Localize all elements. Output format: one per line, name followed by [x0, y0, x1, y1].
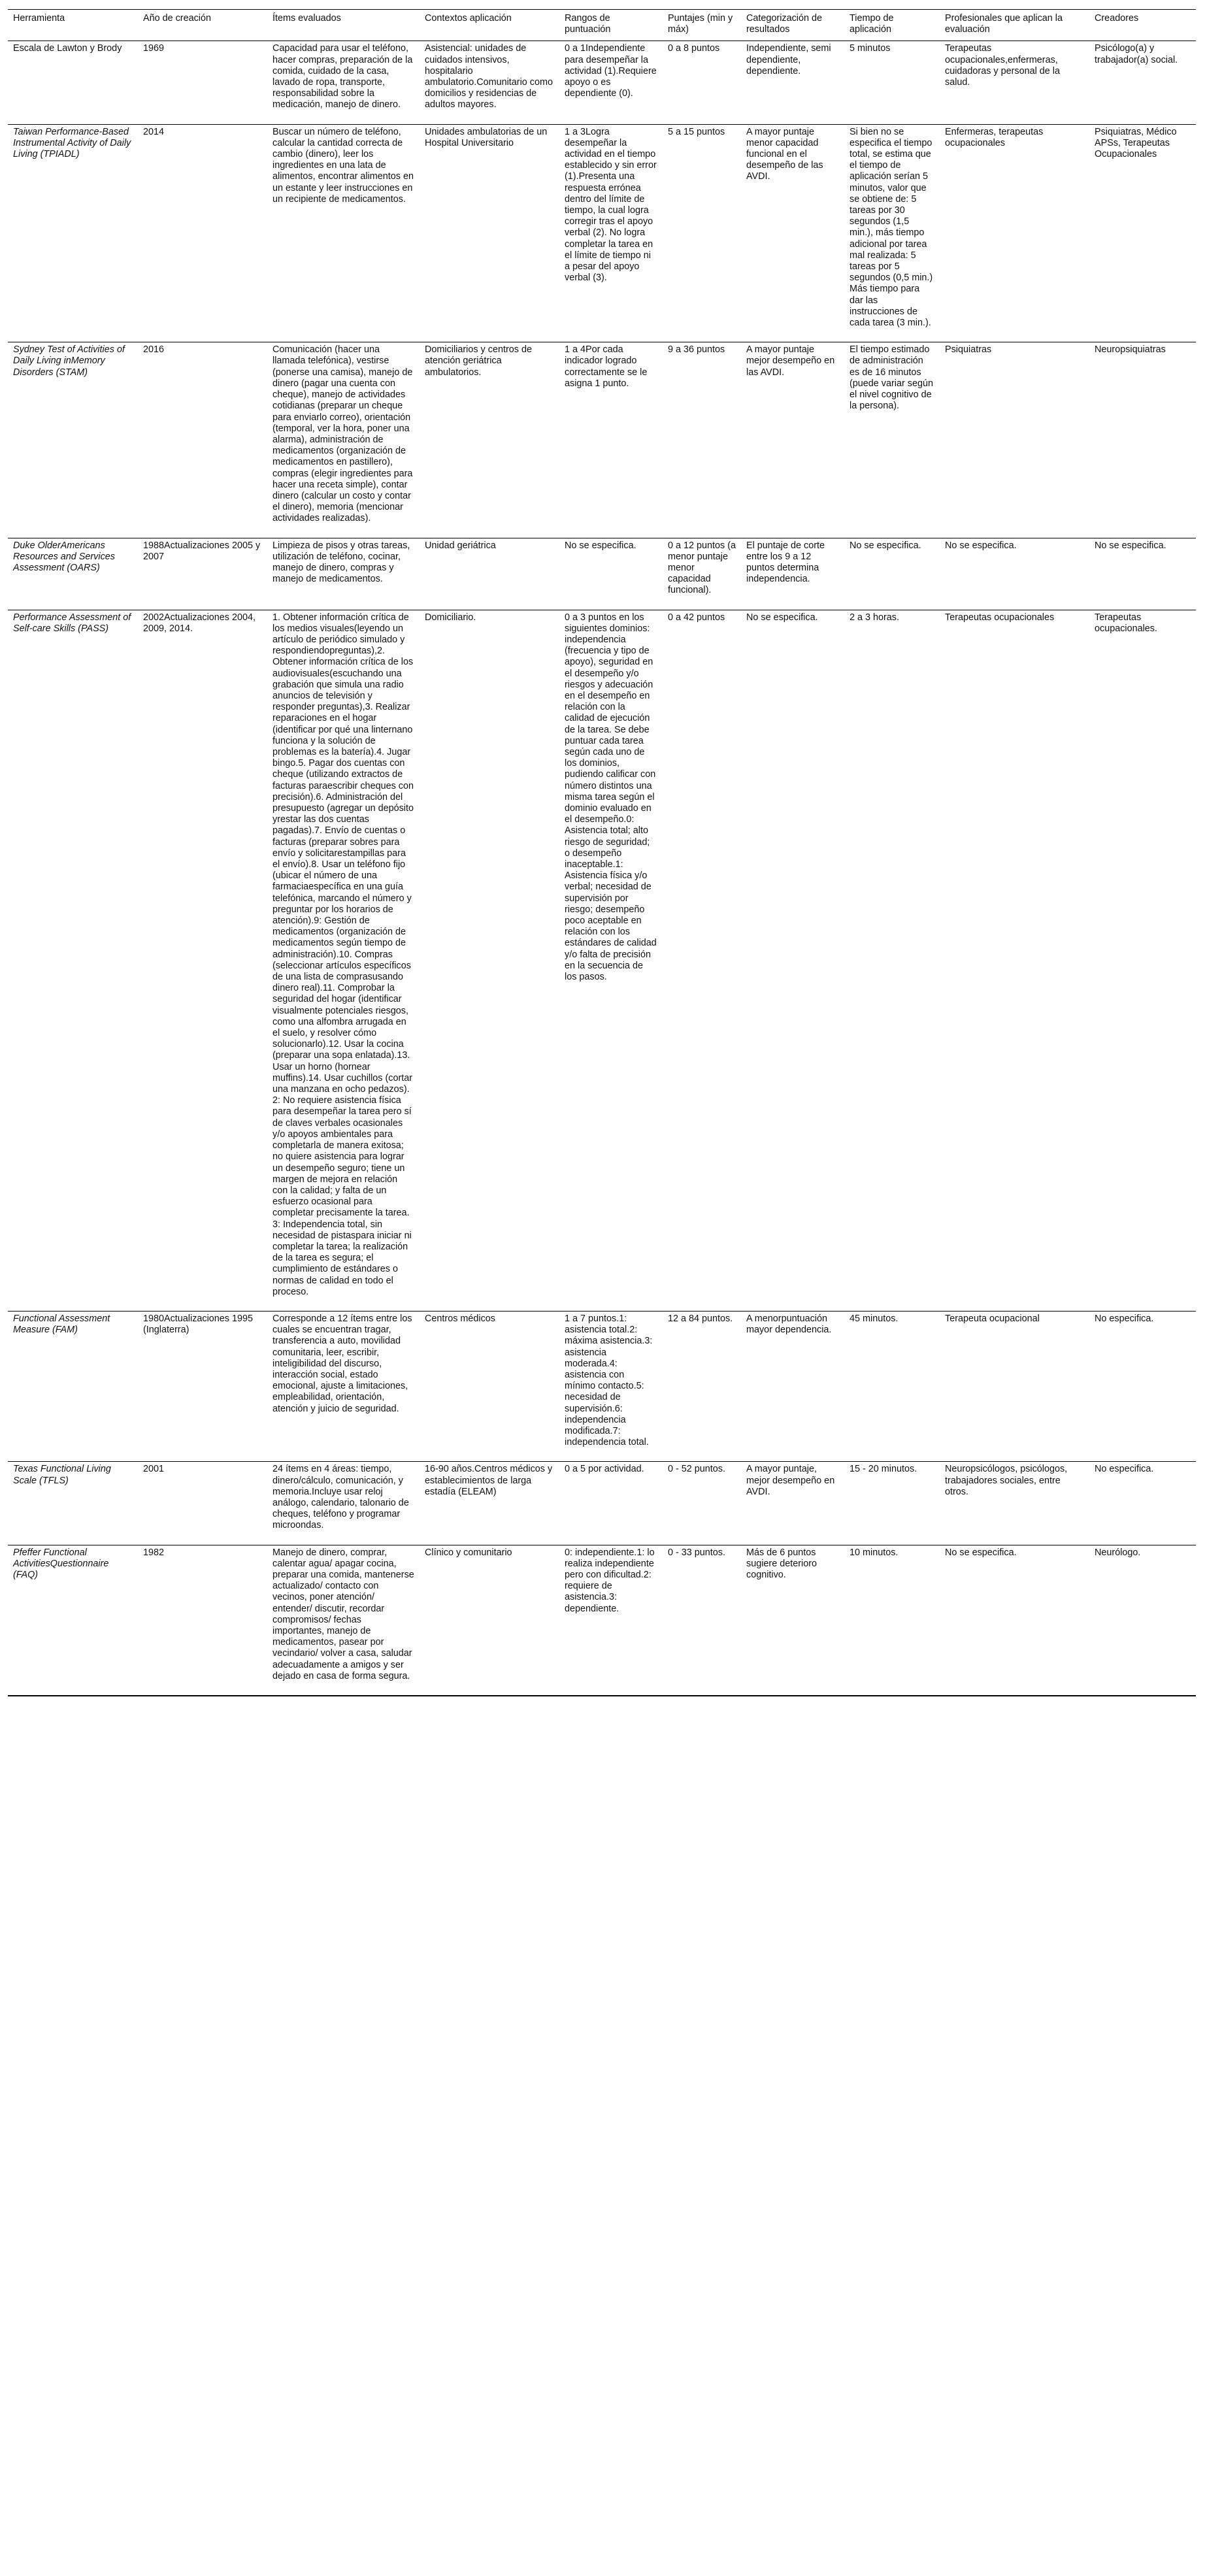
cell-categorizacion: Más de 6 puntos sugiere deterioro cognitivo. [741, 1545, 844, 1696]
col-header-categorizacion: Categorización de resultados [741, 10, 844, 41]
table-header [8, 10, 1196, 41]
cell-rangos: 0 a 3 puntos en los siguientes dominios: independencia (frecuencia y tipo de apoyo), seguridad en el desempeño y/o riesgos y adecuación en el desempeño en relación con la calidad de ejecución de la tarea. Se debe puntuar cada tarea según cada uno de los dominios, pudiendo calificar con número distintos una misma tarea según el dominio evaluado en el desempeño.0: Asistencia total; alto riesgo de seguridad; o desempeño inaceptable.1: Asistencia física y/o verbal; necesidad de supervisión por riesgo; desempeño poco aceptable en relación con los estándares de calidad y/o falta de precisión en la secuencia de los pasos. [559, 610, 663, 1311]
cell-herramienta: Duke OlderAmericans Resources and Services Assessment (OARS) [8, 538, 138, 610]
cell-items: Comunicación (hacer una llamada telefónica), vestirse (ponerse una camisa), manejo de dinero (pagar una cuenta con cheque), manejo de actividades cotidianas (preparar un cheque para enviarlo correo), orientación (temporal, ver la hora, poner una alarma), administración de medicamentos (organización de medicamentos en pastillero), compras (elegir ingredientes para hacer una receta simple), contar dinero (calcular un costo y contar el dinero), memoria (mencionar actividades realizadas). [267, 342, 420, 538]
cell-profesionales: Neuropsicólogos, psicólogos, trabajadores sociales, entre otros. [940, 1462, 1089, 1545]
cell-contextos: Unidad geriátrica [420, 538, 559, 610]
cell-tiempo: 10 minutos. [844, 1545, 940, 1696]
col-header-profesionales: Profesionales que aplican la evaluación [940, 10, 1089, 41]
cell-items: Manejo de dinero, comprar, calentar agua/ apagar cocina, preparar una comida, mantenerse actualizado/ contacto con vecinos, poner atención/ entender/ discutir, recordar compromisos/ fechas importantes, manejo de medicamentos, pasear por vecindario/ volver a casa, saludar adecuadamente a amigos y ser dejado en casa de forma segura. [267, 1545, 420, 1696]
cell-categorizacion: A menorpuntuación mayor dependencia. [741, 1311, 844, 1461]
table-row [8, 41, 1196, 124]
cell-tiempo: No se especifica. [844, 538, 940, 610]
header-row [8, 10, 1196, 41]
cell-herramienta: Functional Assessment Measure (FAM) [8, 1311, 138, 1461]
cell-creadores: Psiquiatras, Médico APSs, Terapeutas Ocupacionales [1089, 124, 1196, 342]
table-body [8, 41, 1196, 1696]
cell-contextos: Domiciliario. [420, 610, 559, 1311]
cell-tiempo: 15 - 20 minutos. [844, 1462, 940, 1545]
cell-creadores: Neurólogo. [1089, 1545, 1196, 1696]
table-row [8, 1545, 1196, 1696]
cell-contextos: Asistencial: unidades de cuidados intensivos, hospitalario ambulatorio.Comunitario como domicilios y residencias de adultos mayores. [420, 41, 559, 124]
cell-rangos: 1 a 3Logra desempeñar la actividad en el tiempo establecido y sin error (1).Presenta una respuesta errónea dentro del límite de tiempo, la cual logra corregir tras el apoyo verbal (2). No logra completar la tarea en el límite de tiempo ni a pesar del apoyo verbal (3). [559, 124, 663, 342]
items-part-b: 2: No requiere asistencia física para desempeñar la tarea pero sí de claves verbales ocasionales y/o apoyos ambientales para completarla de manera exitosa; no quiere asistencia para lograr un desempeño seguro; tiene un margen de mejora en relación con la calidad; y falta de un esfuerzo ocasional para completar precisamente la tarea. 3: Independencia total, sin necesidad de pistaspara iniciar ni completar la tarea; la realización de la tarea es segura; el cumplimiento de estándares o normas de calidad en todo el proceso. [272, 1095, 412, 1297]
cell-herramienta: Escala de Lawton y Brody [8, 41, 138, 124]
cell-herramienta: Performance Assessment of Self-care Skills (PASS) [8, 610, 138, 1311]
cell-contextos: 16-90 años.Centros médicos y establecimientos de larga estadía (ELEAM) [420, 1462, 559, 1545]
cell-puntajes: 0 a 42 puntos [663, 610, 741, 1311]
cell-rangos: No se especifica. [559, 538, 663, 610]
cell-anio: 1988Actualizaciones 2005 y 2007 [138, 538, 267, 610]
cell-items: 24 ítems en 4 áreas: tiempo, dinero/cálculo, comunicación, y memoria.Incluye usar reloj análogo, calendario, talonario de cheques, teléfono y programar microondas. [267, 1462, 420, 1545]
cell-herramienta: Taiwan Performance-Based Instrumental Activity of Daily Living (TPIADL) [8, 124, 138, 342]
cell-categorizacion: El puntaje de corte entre los 9 a 12 puntos determina independencia. [741, 538, 844, 610]
assessment-tools-table [8, 9, 1196, 1696]
cell-puntajes: 12 a 84 puntos. [663, 1311, 741, 1461]
cell-puntajes: 9 a 36 puntos [663, 342, 741, 538]
cell-creadores: No se especifica. [1089, 538, 1196, 610]
cell-anio: 1980Actualizaciones 1995 (Inglaterra) [138, 1311, 267, 1461]
cell-creadores: Terapeutas ocupacionales. [1089, 610, 1196, 1311]
cell-items: Buscar un número de teléfono, calcular la cantidad correcta de cambio (dinero), leer los ingredientes en una lata de alimentos, encontrar alimentos en un estante y leer instrucciones en un recipiente de medicamentos. [267, 124, 420, 342]
table-row [8, 342, 1196, 538]
cell-items [267, 610, 420, 1311]
cell-profesionales: Enfermeras, terapeutas ocupacionales [940, 124, 1089, 342]
cell-tiempo: 45 minutos. [844, 1311, 940, 1461]
cell-rangos: 0 a 1Independiente para desempeñar la actividad (1).Requiere apoyo o es dependiente (0). [559, 41, 663, 124]
table-row [8, 124, 1196, 342]
cell-puntajes: 0 a 12 puntos (a menor puntaje menor capacidad funcional). [663, 538, 741, 610]
table-container [8, 9, 1196, 1696]
cell-creadores: No especifica. [1089, 1462, 1196, 1545]
cell-puntajes: 0 - 33 puntos. [663, 1545, 741, 1696]
col-header-herramienta: Herramienta [8, 10, 138, 41]
col-header-contextos: Contextos aplicación [420, 10, 559, 41]
table-row [8, 1311, 1196, 1461]
col-header-tiempo: Tiempo de aplicación [844, 10, 940, 41]
cell-puntajes: 5 a 15 puntos [663, 124, 741, 342]
cell-anio: 1982 [138, 1545, 267, 1696]
col-header-rangos: Rangos de puntuación [559, 10, 663, 41]
cell-contextos: Centros médicos [420, 1311, 559, 1461]
col-header-puntajes: Puntajes (min y máx) [663, 10, 741, 41]
col-header-items: Ítems evaluados [267, 10, 420, 41]
cell-profesionales: Psiquiatras [940, 342, 1089, 538]
cell-tiempo: Si bien no se especifica el tiempo total, se estima que el tiempo de aplicación serían 5 minutos, valor que se obtiene de: 5 tareas por 30 segundos (1,5 min.), más tiempo adicional por tarea mal realizada: 5 tareas por 5 segundos (0,5 min.) Más tiempo para dar las instrucciones de cada tarea (3 min.). [844, 124, 940, 342]
cell-herramienta: Pfeffer Functional ActivitiesQuestionnaire (FAQ) [8, 1545, 138, 1696]
cell-tiempo: El tiempo estimado de administración es de 16 minutos (puede variar según el nivel cognitivo de la persona). [844, 342, 940, 538]
cell-profesionales: Terapeutas ocupacionales [940, 610, 1089, 1311]
col-header-anio: Año de creación [138, 10, 267, 41]
table-row [8, 1462, 1196, 1545]
cell-items: Limpieza de pisos y otras tareas, utilización de teléfono, cocinar, manejo de dinero, compras y manejo de medicamentos. [267, 538, 420, 610]
cell-profesionales: No se especifica. [940, 538, 1089, 610]
cell-puntajes: 0 - 52 puntos. [663, 1462, 741, 1545]
cell-contextos: Unidades ambulatorias de un Hospital Universitario [420, 124, 559, 342]
cell-categorizacion: No se especifica. [741, 610, 844, 1311]
cell-anio: 1969 [138, 41, 267, 124]
cell-profesionales: No se especifica. [940, 1545, 1089, 1696]
cell-anio: 2014 [138, 124, 267, 342]
cell-creadores: Psicólogo(a) y trabajador(a) social. [1089, 41, 1196, 124]
cell-contextos: Domiciliarios y centros de atención geriátrica ambulatorios. [420, 342, 559, 538]
cell-herramienta: Texas Functional Living Scale (TFLS) [8, 1462, 138, 1545]
col-header-creadores: Creadores [1089, 10, 1196, 41]
cell-contextos: Clínico y comunitario [420, 1545, 559, 1696]
cell-items: Corresponde a 12 ítems entre los cuales se encuentran tragar, transferencia a auto, movilidad comunitaria, leer, escribir, inteligibilidad del discurso, interacción social, estado emocional, ajuste a limitaciones, empleabilidad, orientación, atención y juicio de seguridad. [267, 1311, 420, 1461]
cell-rangos: 1 a 4Por cada indicador logrado correctamente se le asigna 1 punto. [559, 342, 663, 538]
table-row [8, 538, 1196, 610]
items-part-a: 1. Obtener información crítica de los medios visuales(leyendo un artículo de periódico simulado y respondiendopreguntas),2. Obtener información crítica de los audiovisuales(escuchando una grabación que simula una radio anuncios de televisión y responder preguntas),3. Realizar reparaciones en el hogar (identificar por qué una linternano funciona y la solución de problemas es la batería).4. Jugar bingo.5. Pagar dos cuentas con cheque (utilizando extractos de facturas paraescribir cheques con precisión).6. Administración del presupuesto (agregar un depósito yrestar las dos cuentas pagadas).7. Envío de cuentas o facturas (preparar sobres para envío y solicitarestampillas para el envío).8. Usar un teléfono fijo (ubicar el número de una farmaciaespecífica en una guía telefónica, marcando el número y preguntar por los horarios de atención).9: Gestión de medicamentos (organización de medicamentos según tiempo de administración).10. Compras (seleccionar artículos específicos de una lista de comprasusando dinero real).11. Comprobar la seguridad del hogar (identificar visualmente potenciales riesgos, como una alfombra arrugada en el suelo, y resolver cómo solucionarlo).12. Usar la cocina (preparar una sopa enlatada).13. Usar un horno (hornear muffins).14. Usar cuchillos (cortar una manzana en ocho pedazos). [272, 612, 414, 1095]
cell-anio: 2002Actualizaciones 2004, 2009, 2014. [138, 610, 267, 1311]
cell-categorizacion: A mayor puntaje, mejor desempeño en AVDI. [741, 1462, 844, 1545]
cell-puntajes: 0 a 8 puntos [663, 41, 741, 124]
table-row [8, 610, 1196, 1311]
cell-categorizacion: A mayor puntaje menor capacidad funcional en el desempeño de las AVDI. [741, 124, 844, 342]
cell-anio: 2016 [138, 342, 267, 538]
cell-creadores: No especifica. [1089, 1311, 1196, 1461]
cell-categorizacion: Independiente, semi dependiente, dependiente. [741, 41, 844, 124]
cell-profesionales: Terapeutas ocupacionales,enfermeras, cuidadoras y personal de la salud. [940, 41, 1089, 124]
cell-rangos: 0 a 5 por actividad. [559, 1462, 663, 1545]
cell-herramienta: Sydney Test of Activities of Daily Living inMemory Disorders (STAM) [8, 342, 138, 538]
cell-categorizacion: A mayor puntaje mejor desempeño en las AVDI. [741, 342, 844, 538]
cell-rangos: 0: independiente.1: lo realiza independiente pero con dificultad.2: requiere de asistencia.3: dependiente. [559, 1545, 663, 1696]
cell-tiempo: 5 minutos [844, 41, 940, 124]
cell-profesionales: Terapeuta ocupacional [940, 1311, 1089, 1461]
cell-creadores: Neuropsiquiatras [1089, 342, 1196, 538]
cell-items: Capacidad para usar el teléfono, hacer compras, preparación de la comida, cuidado de la casa, lavado de ropa, transporte, responsabilidad sobre la medicación, manejo de dinero. [267, 41, 420, 124]
cell-tiempo: 2 a 3 horas. [844, 610, 940, 1311]
cell-anio: 2001 [138, 1462, 267, 1545]
cell-rangos: 1 a 7 puntos.1: asistencia total.2: máxima asistencia.3: asistencia moderada.4: asistencia con mínimo contacto.5: necesidad de supervisión.6: independencia modificada.7: independencia total. [559, 1311, 663, 1461]
